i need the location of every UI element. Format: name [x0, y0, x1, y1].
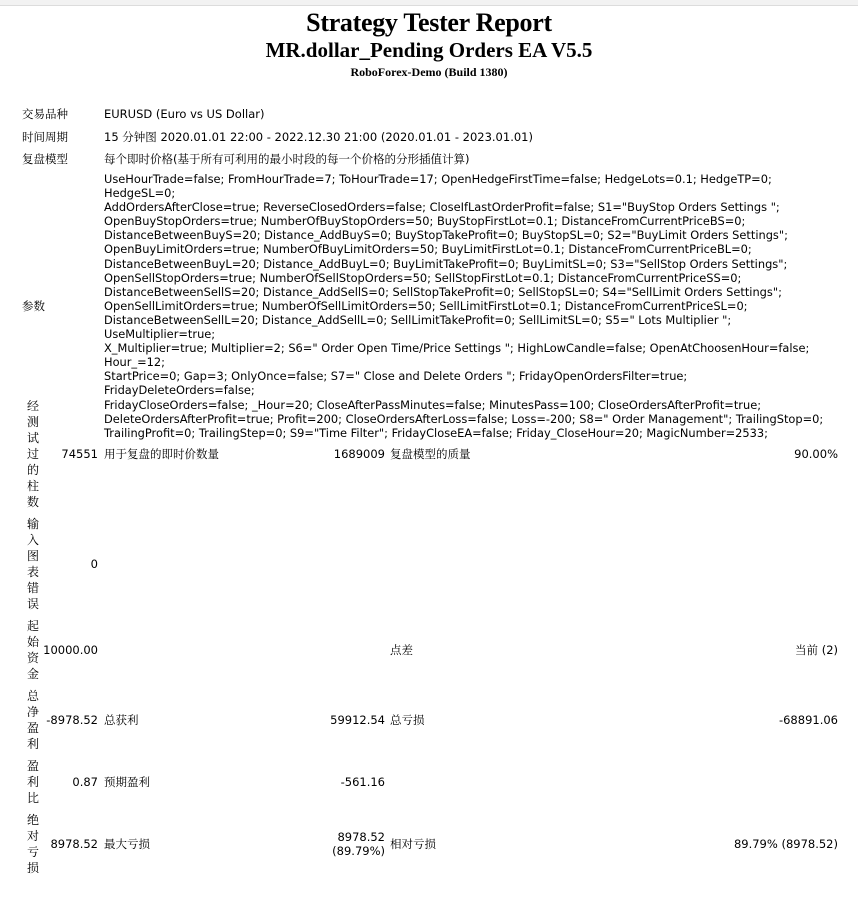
label-char: 利 — [26, 775, 39, 789]
label-char: 误 — [26, 597, 39, 611]
label-char: 金 — [26, 667, 39, 681]
label-char: 的 — [26, 463, 39, 477]
net-profit-row — [22, 688, 838, 752]
gross-loss-label: 总亏损 — [390, 713, 425, 727]
bars-tested-value: 74551 — [61, 447, 98, 461]
modelling-quality-label: 复盘模型的质量 — [390, 447, 471, 461]
initial-deposit-row — [22, 618, 838, 682]
label-char: 比 — [26, 791, 39, 805]
ticks-modelled-value: 1689009 — [333, 447, 385, 461]
label-char: 图 — [26, 549, 39, 563]
model-label: 复盘模型 — [22, 152, 68, 166]
label-char: 绝 — [26, 813, 39, 827]
relative-drawdown-label: 相对亏损 — [390, 837, 436, 851]
mismatched-errors-value: 0 — [90, 557, 98, 571]
label-char: 测 — [26, 415, 39, 429]
label-char: 试 — [26, 431, 39, 445]
symbol-row — [22, 103, 838, 125]
ea-name: MR.dollar_Pending Orders EA V5.5 — [265, 38, 593, 62]
ticks-modelled-label: 用于复盘的即时价数量 — [104, 447, 219, 461]
period-label: 时间周期 — [22, 129, 68, 144]
parameters-line: AddOrdersAfterClose=true; ReverseClosedOrders=false; CloseIfLastOrderProfit=false; S1="BuyStop Orders Settings "; — [104, 200, 780, 215]
label-char: 错 — [26, 581, 39, 595]
net-profit-label — [24, 688, 42, 752]
parameters-label: 参数 — [22, 298, 45, 313]
gross-profit-label: 总获利 — [104, 713, 139, 727]
absolute-drawdown-row — [22, 812, 838, 876]
parameters-line: OpenSellLimitOrders=true; NumberOfSellLimitOrders=50; SellLimitFirstLot=0.1; DistanceFromCurrentPriceSL=0; — [104, 298, 748, 313]
absolute-drawdown-label — [24, 812, 42, 876]
mismatched-errors-row — [22, 516, 838, 612]
label-char: 盈 — [26, 759, 39, 773]
parameters-line: DeleteOrdersAfterProfit=true; Profit=200; CloseOrdersAfterLoss=false; Loss=-200; S8=" Order Management"; TrailingStop=0; — [104, 411, 824, 426]
period-row — [22, 125, 838, 148]
absolute-drawdown-value: 8978.52 — [50, 837, 98, 851]
mismatched-errors-label — [24, 516, 42, 612]
parameters-line: OpenSellStopOrders=true; NumberOfSellStopOrders=50; SellStopFirstLot=0.1; DistanceFromCurrentPriceSS=0; — [104, 270, 742, 285]
label-char: 对 — [26, 829, 39, 843]
report-stats-table — [22, 398, 838, 882]
spread-label: 点差 — [390, 643, 413, 657]
label-char: 总 — [26, 689, 39, 703]
label-char: 亏 — [26, 845, 39, 859]
parameters-line: OpenBuyLimitOrders=true; NumberOfBuyLimitOrders=50; BuyLimitFirstLot=0.1; DistanceFromCurrentPriceBL=0; — [104, 242, 752, 257]
model-value: 每个即时价格(基于所有可利用的最小时段的每一个价格的分形插值计算) — [104, 152, 470, 166]
label-char: 始 — [26, 635, 39, 649]
report-title: Strategy Tester Report — [306, 8, 552, 37]
modelling-quality-value: 90.00% — [794, 447, 838, 461]
label-char: 经 — [26, 399, 39, 413]
profit-factor-row — [22, 758, 838, 806]
max-drawdown-label: 最大亏损 — [104, 837, 150, 851]
parameters-line: DistanceBetweenBuyL=20; Distance_AddBuyL=0; BuyLimitTakeProfit=0; BuyLimitSL=0; S3="SellStop Orders Settings"; — [104, 256, 788, 271]
gross-profit-value: 59912.54 — [330, 713, 385, 727]
bars-tested-row — [22, 398, 838, 510]
label-char: 盈 — [26, 721, 39, 735]
label-char: 利 — [26, 737, 39, 751]
label-char: 资 — [26, 651, 39, 665]
label-char: 表 — [26, 565, 39, 579]
profit-factor-label — [24, 758, 42, 806]
expected-payoff-value: -561.16 — [340, 775, 385, 789]
parameters-line: TrailingProfit=0; TrailingStep=0; S9="Time Filter"; FridayCloseEA=false; Friday_CloseHour=20; MagicNumber=2533; — [104, 425, 768, 440]
period-value: 15 分钟图 2020.01.01 22:00 - 2022.12.30 21:00 (2020.01.01 - 2023.01.01) — [104, 129, 533, 144]
max-drawdown-value: 8978.52 (89.79%) — [332, 830, 385, 858]
symbol-label: 交易品种 — [22, 107, 68, 121]
model-row — [22, 148, 838, 170]
initial-deposit-value: 10000.00 — [43, 643, 98, 657]
browser-top-bar — [0, 0, 858, 6]
gross-loss-value: -68891.06 — [778, 713, 838, 727]
parameters-line: UseHourTrade=false; FromHourTrade=7; ToHourTrade=17; OpenHedgeFirstTime=false; HedgeLots=0.1; HedgeTP=0; HedgeSL=0; — [104, 172, 772, 201]
profit-factor-value: 0.87 — [72, 775, 98, 789]
label-char: 柱 — [26, 479, 39, 493]
parameters-line: OpenBuyStopOrders=true; NumberOfBuyStopOrders=50; BuyStopFirstLot=0.1; DistanceFromCurrentPriceBS=0; — [104, 214, 746, 229]
relative-drawdown-value: 89.79% (8978.52) — [733, 837, 838, 851]
parameters-line: FridayCloseOrders=false; _Hour=20; CloseAfterPassMinutes=false; MinutesPass=100; CloseOrdersAfterProfit=true; — [104, 397, 762, 412]
server-build: RoboForex-Demo (Build 1380) — [350, 65, 508, 79]
label-char: 数 — [26, 495, 39, 509]
label-char: 净 — [26, 705, 39, 719]
parameters-line: DistanceBetweenSellL=20; Distance_AddSellL=0; SellLimitTakeProfit=0; SellLimitSL=0; S5=" Lots Multiplier "; UseMultiplier=true; — [104, 312, 732, 342]
spread-value: 当前 (2) — [795, 643, 838, 657]
symbol-value: EURUSD (Euro vs US Dollar) — [104, 107, 265, 121]
label-char: 过 — [26, 447, 39, 461]
parameters-line: StartPrice=0; Gap=3; OnlyOnce=false; S7=" Close and Delete Orders "; FridayOpenOrdersFilter=true; FridayDeleteOrders=false; — [104, 369, 688, 398]
parameters-line: DistanceBetweenSellS=20; Distance_AddSellS=0; SellStopTakeProfit=0; SellStopSL=0; S4="SellLimit Orders Settings"; — [104, 284, 782, 299]
net-profit-value: -8978.52 — [46, 713, 98, 727]
label-char: 输 — [26, 517, 39, 531]
parameters-line: X_Multiplier=true; Multiplier=2; S6=" Order Open Time/Price Settings "; HighLowCandle=false; OpenAtChoosenHour=false; Hour_=12; — [104, 341, 810, 370]
report-header — [0, 8, 858, 80]
expected-payoff-label: 预期盈利 — [104, 775, 150, 789]
label-char: 入 — [26, 533, 39, 547]
label-char: 起 — [26, 619, 39, 633]
label-char: 损 — [26, 861, 39, 875]
parameters-line: DistanceBetweenBuyS=20; Distance_AddBuyS=0; BuyStopTakeProfit=0; BuyStopSL=0; S2="BuyLimit Orders Settings"; — [104, 228, 788, 243]
initial-deposit-label — [24, 618, 42, 682]
bars-tested-label — [24, 398, 42, 510]
report-info-table — [22, 103, 838, 440]
